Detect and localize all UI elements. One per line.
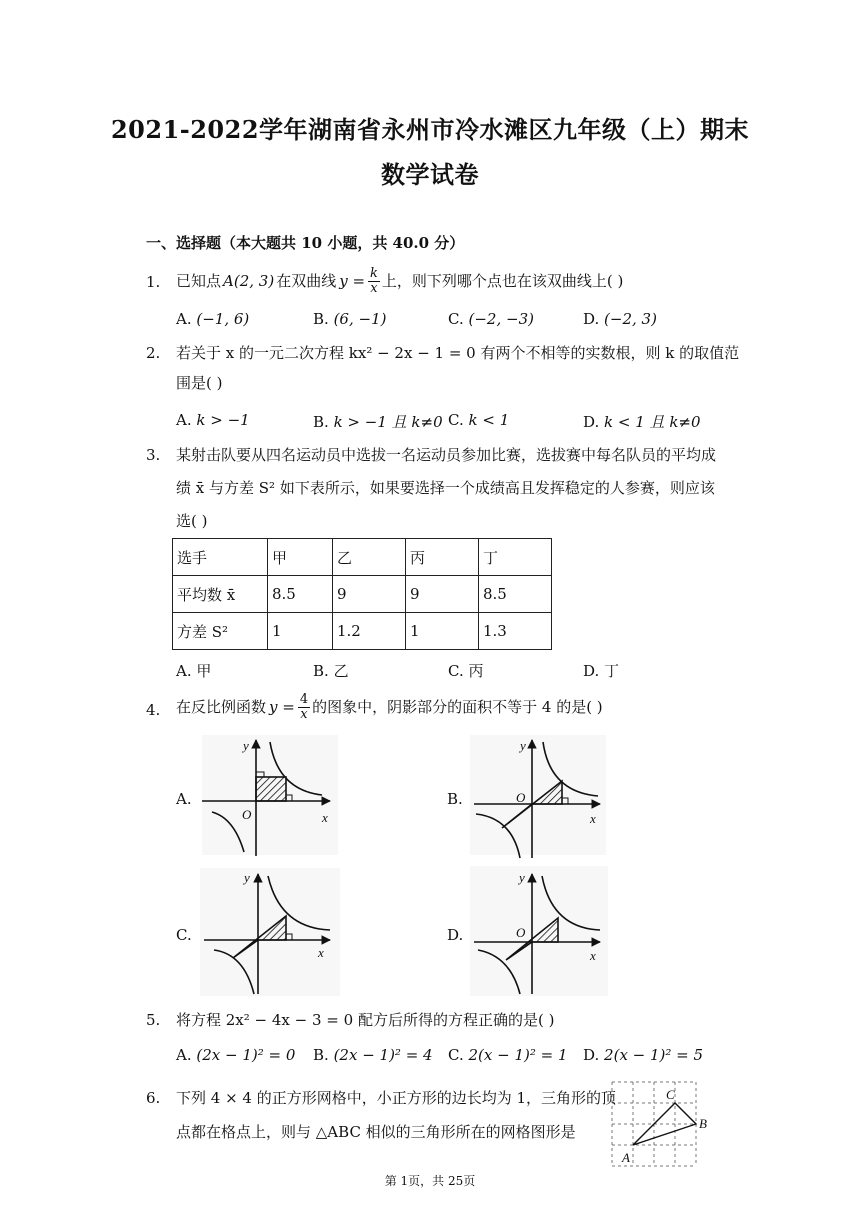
q3-option-b[interactable]: B. 乙 (313, 662, 349, 680)
table-cell: 甲 (268, 539, 333, 576)
axis-label: y (243, 738, 249, 753)
table-cell: 9 (333, 576, 406, 613)
graph-c (200, 868, 340, 996)
q5-option-b[interactable]: B. (2x − 1)² = 4 (313, 1046, 433, 1064)
q4-text-a: 在反比例函数 (176, 698, 267, 716)
q4-text-b: 的图象中，阴影部分的面积不等于 4 的是( ) (312, 698, 603, 716)
title-line-2: 数学试卷 (381, 160, 479, 189)
q4-frac-den: x (300, 706, 308, 722)
table-cell: 乙 (333, 539, 406, 576)
table-cell: 方差 S² (173, 613, 268, 650)
q5-option-c[interactable]: C. 2(x − 1)² = 1 (448, 1046, 568, 1064)
q3-number: 3. (146, 446, 161, 464)
q1-text-a: 已知点 (176, 272, 222, 290)
table-cell: 平均数 x̄ (173, 576, 268, 613)
q6-line-2: 点都在格点上，则与 △ABC 相似的三角形所在的网格图形是 (176, 1123, 576, 1141)
q1-option-b[interactable]: B. (6, −1) (313, 310, 387, 328)
q1-frac-num: k (370, 265, 378, 281)
vertex-label-b: B (699, 1116, 707, 1131)
q3-line-2: 绩 x̄ 与方差 S² 如下表所示，如果要选择一个成绩高且发挥稳定的人参赛，则应该 (176, 479, 715, 497)
q4-option-b[interactable]: B. (447, 790, 463, 808)
q1-frac-den: x (370, 280, 378, 296)
q4-option-d[interactable]: D. (447, 926, 464, 944)
q3-option-d[interactable]: D. 丁 (583, 662, 620, 680)
q3-line-3: 选( ) (176, 512, 208, 530)
q1-option-c[interactable]: C. (−2, −3) (448, 310, 534, 328)
table-cell: 8.5 (479, 576, 552, 613)
q4-number: 4. (146, 701, 161, 719)
q2-option-c[interactable]: C. k < 1 (448, 411, 510, 429)
q2-line-2: 围是( ) (176, 374, 223, 392)
axis-label: x (590, 948, 596, 963)
q3-line-1: 某射击队要从四名运动员中选拔一名运动员参加比赛，选拔赛中每名队员的平均成 (176, 446, 717, 464)
q5-option-a[interactable]: A. (2x − 1)² = 0 (176, 1046, 296, 1064)
title-line-1: 2021-2022学年湖南省永州市冷水滩区九年级（上）期末 (110, 115, 750, 144)
q5-number: 5. (146, 1011, 161, 1029)
q6-grid-figure (612, 1082, 707, 1166)
q1-eq-y: y = (339, 272, 366, 290)
q3-option-c[interactable]: C. 丙 (448, 662, 484, 680)
origin-label: O (516, 790, 526, 805)
q4-eq-y: y = (269, 698, 295, 716)
q1-option-a[interactable]: A. (−1, 6) (176, 310, 250, 328)
q1-text-c: 上，则下列哪个点也在该双曲线上( ) (381, 272, 624, 290)
axis-label: x (318, 945, 324, 960)
graph-d (470, 866, 608, 996)
axis-label: x (590, 811, 596, 826)
vertex-label-c: C (666, 1087, 675, 1102)
table-cell: 1.2 (333, 613, 406, 650)
q3-option-a[interactable]: A. 甲 (176, 662, 212, 680)
page-footer: 第 1页，共 25页 (384, 1174, 476, 1188)
table-cell: 选手 (173, 539, 268, 576)
q2-option-d[interactable]: D. k < 1 且 k≠0 (583, 413, 701, 431)
q2-option-a[interactable]: A. k > −1 (176, 411, 250, 429)
table-cell: 丁 (479, 539, 552, 576)
table-cell: 丙 (406, 539, 479, 576)
origin-label: O (242, 807, 252, 822)
q1-number: 1. (146, 273, 161, 291)
q2-number: 2. (146, 344, 161, 362)
q2-line-1: 若关于 x 的一元二次方程 kx² − 2x − 1 = 0 有两个不相等的实数根，则 k 的取值范 (176, 344, 740, 362)
q6-number: 6. (146, 1089, 161, 1107)
graph-a (202, 735, 338, 856)
graph-b (470, 735, 606, 858)
q6-line-1: 下列 4 × 4 的正方形网格中，小正方形的边长均为 1，三角形的顶 (176, 1089, 617, 1107)
table-cell: 1 (406, 613, 479, 650)
table-cell: 1.3 (479, 613, 552, 650)
vertex-label-a: A (622, 1150, 630, 1165)
table-cell: 8.5 (268, 576, 333, 613)
axis-label: y (519, 870, 525, 885)
axis-label: y (520, 738, 526, 753)
section-heading: 一、选择题（本大题共 10 小题，共 40.0 分） (146, 234, 465, 252)
q4-frac-num: 4 (299, 691, 309, 707)
q4-option-c[interactable]: C. (176, 926, 192, 944)
origin-label: O (516, 925, 526, 940)
axis-label: y (244, 870, 250, 885)
table-cell: 9 (406, 576, 479, 613)
table-cell: 1 (268, 613, 333, 650)
q1-text-b: 在双曲线 (276, 272, 337, 290)
q1-point: A(2, 3) (223, 272, 275, 290)
q1-option-d[interactable]: D. (−2, 3) (583, 310, 657, 328)
q5-option-d[interactable]: D. 2(x − 1)² = 5 (583, 1046, 704, 1064)
q5-text: 将方程 2x² − 4x − 3 = 0 配方后所得的方程正确的是( ) (176, 1011, 555, 1029)
q4-option-a[interactable]: A. (176, 790, 192, 808)
axis-label: x (322, 810, 328, 825)
q2-option-b[interactable]: B. k > −1 且 k≠0 (313, 413, 443, 431)
